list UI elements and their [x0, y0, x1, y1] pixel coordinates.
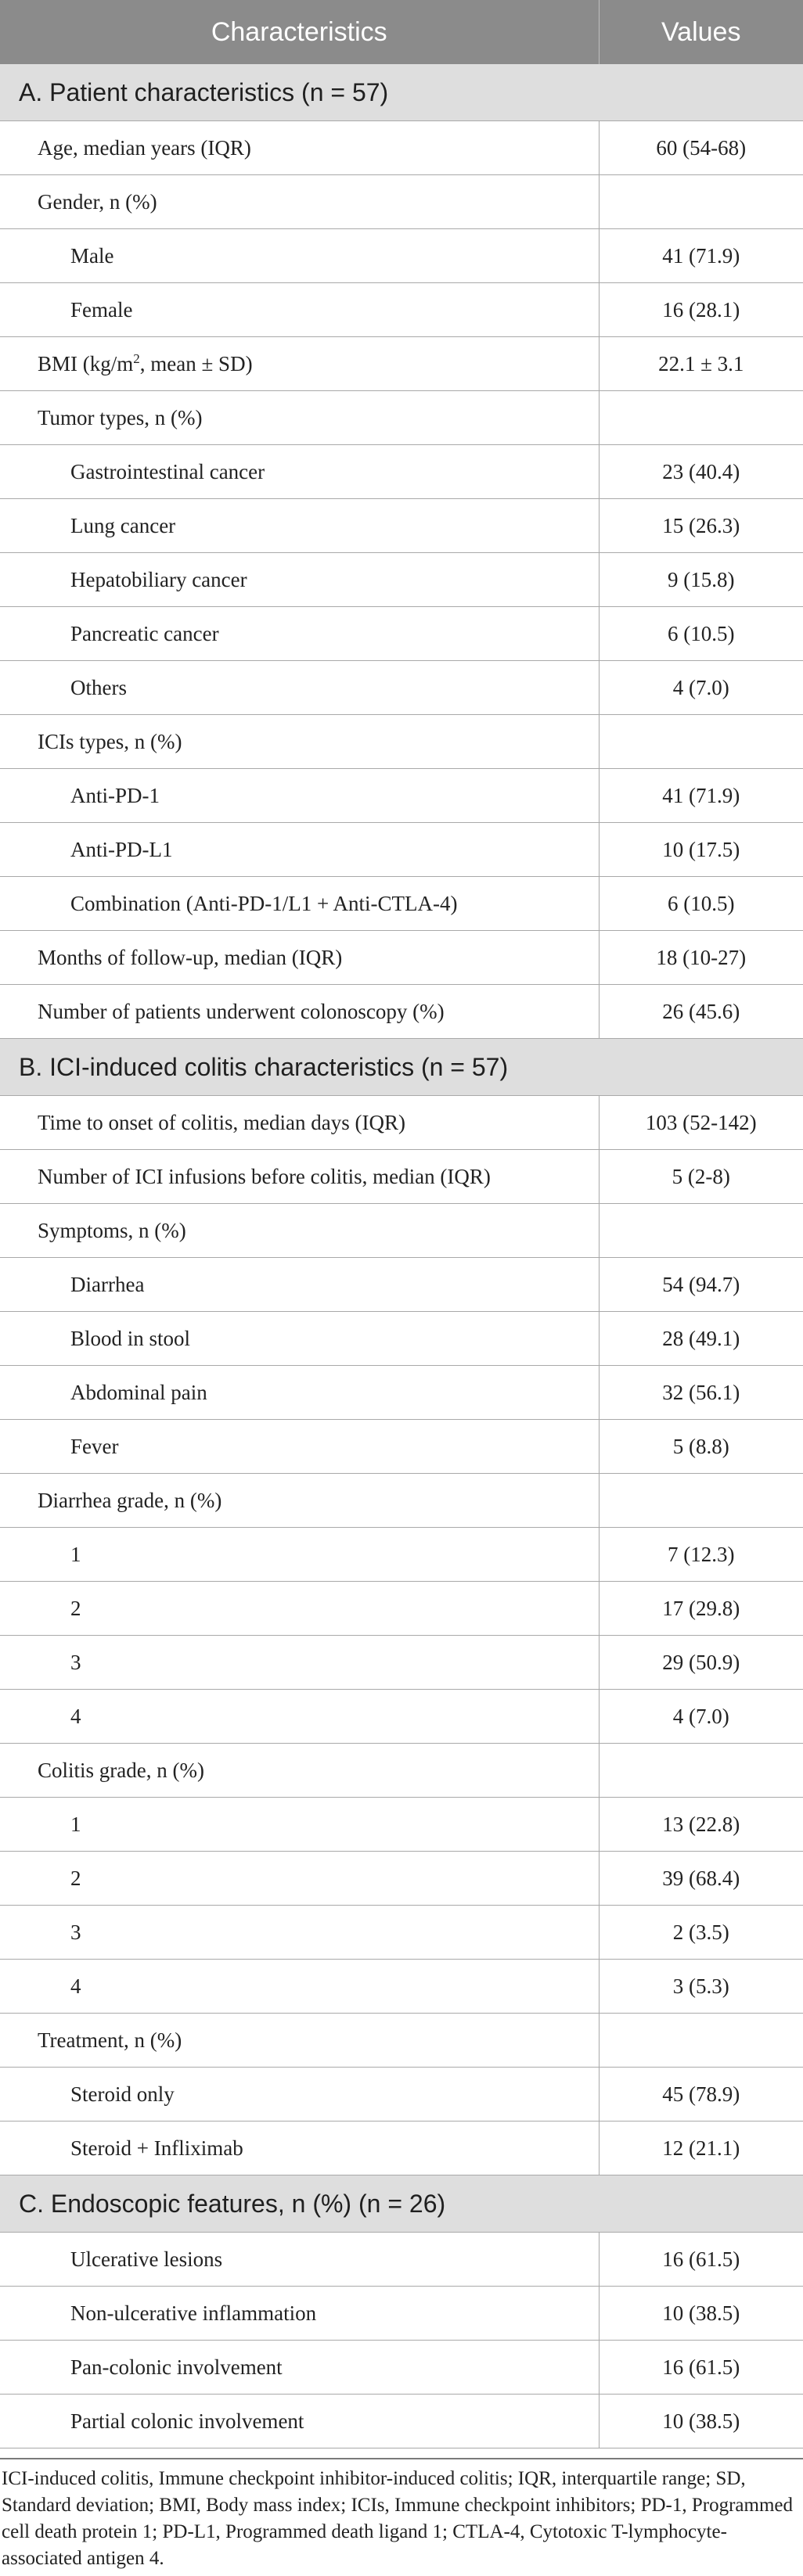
- section-header-row: [0, 1039, 803, 1096]
- row-value: [599, 2014, 803, 2068]
- table-row: [0, 1474, 803, 1528]
- row-label: Treatment, n (%): [0, 2014, 599, 2068]
- table-row: [0, 823, 803, 877]
- row-label: Hepatobiliary cancer: [0, 553, 599, 607]
- row-value: 18 (10-27): [599, 931, 803, 985]
- row-label: Others: [0, 661, 599, 715]
- table-row: [0, 2068, 803, 2122]
- row-value: 9 (15.8): [599, 553, 803, 607]
- row-value: 16 (28.1): [599, 283, 803, 337]
- row-value: 5 (2-8): [599, 1150, 803, 1204]
- row-value: 41 (71.9): [599, 229, 803, 283]
- table-row: [0, 1852, 803, 1906]
- row-value: 26 (45.6): [599, 985, 803, 1039]
- section-title: B. ICI-induced colitis characteristics (n = 57): [0, 1039, 803, 1096]
- row-label: Pancreatic cancer: [0, 607, 599, 661]
- row-value: 60 (54-68): [599, 121, 803, 175]
- row-label: Colitis grade, n (%): [0, 1744, 599, 1798]
- row-label: Number of ICI infusions before colitis, median (IQR): [0, 1150, 599, 1204]
- row-value: 4 (7.0): [599, 661, 803, 715]
- table-row: [0, 1906, 803, 1960]
- row-value: [599, 715, 803, 769]
- row-value: 7 (12.3): [599, 1528, 803, 1582]
- row-label: Symptoms, n (%): [0, 1204, 599, 1258]
- table-row: [0, 1744, 803, 1798]
- row-label: Partial colonic involvement: [0, 2395, 599, 2448]
- header-characteristics: Characteristics: [0, 0, 599, 64]
- row-label-superscript: 2: [133, 350, 140, 366]
- table-row: [0, 175, 803, 229]
- row-label: Months of follow-up, median (IQR): [0, 931, 599, 985]
- table-body: [0, 64, 803, 2448]
- row-label: 2: [0, 1852, 599, 1906]
- row-value: 2 (3.5): [599, 1906, 803, 1960]
- table-row: [0, 2341, 803, 2395]
- table-row: [0, 715, 803, 769]
- row-label: Combination (Anti-PD-1/L1 + Anti-CTLA-4): [0, 877, 599, 931]
- row-value: 16 (61.5): [599, 2233, 803, 2287]
- section-title: C. Endoscopic features, n (%) (n = 26): [0, 2175, 803, 2233]
- row-label: Male: [0, 229, 599, 283]
- row-label: Steroid + Infliximab: [0, 2122, 599, 2175]
- row-value: 28 (49.1): [599, 1312, 803, 1366]
- table-row: [0, 1690, 803, 1744]
- row-value: 23 (40.4): [599, 445, 803, 499]
- table-footnote: ICI-induced colitis, Immune checkpoint inhibitor-induced colitis; IQR, interquartile range; SD, Standard deviation; BMI, Body mass index; ICIs, Immune checkpoint inhibitors; PD-1, Programmed cell death protein 1; PD-L1, Programmed death ligand 1; CTLA-4, Cytotoxic T-lymphocyte-associated antigen 4.: [0, 2458, 803, 2572]
- row-value: 54 (94.7): [599, 1258, 803, 1312]
- table-header-row: [0, 0, 803, 64]
- table-row: [0, 1582, 803, 1636]
- table-row: [0, 391, 803, 445]
- table-row: [0, 337, 803, 391]
- table-row: [0, 1528, 803, 1582]
- row-label: Age, median years (IQR): [0, 121, 599, 175]
- row-value: 103 (52-142): [599, 1096, 803, 1150]
- section-header-row: [0, 64, 803, 121]
- row-label: 4: [0, 1690, 599, 1744]
- section-title: A. Patient characteristics (n = 57): [0, 64, 803, 121]
- row-value: 6 (10.5): [599, 607, 803, 661]
- row-label: ICIs types, n (%): [0, 715, 599, 769]
- table-row: [0, 1798, 803, 1852]
- row-label: Ulcerative lesions: [0, 2233, 599, 2287]
- table-row: [0, 2287, 803, 2341]
- row-label: Anti-PD-L1: [0, 823, 599, 877]
- table-row: [0, 2014, 803, 2068]
- row-label: Diarrhea grade, n (%): [0, 1474, 599, 1528]
- table-row: [0, 1312, 803, 1366]
- row-label: Time to onset of colitis, median days (IQR): [0, 1096, 599, 1150]
- row-value: 5 (8.8): [599, 1420, 803, 1474]
- table-row: [0, 769, 803, 823]
- table-row: [0, 1366, 803, 1420]
- row-label-text: BMI (kg/m: [38, 351, 134, 375]
- row-value: [599, 175, 803, 229]
- row-label: 1: [0, 1798, 599, 1852]
- row-value: 32 (56.1): [599, 1366, 803, 1420]
- row-value: [599, 1474, 803, 1528]
- row-value: [599, 1204, 803, 1258]
- row-label: Lung cancer: [0, 499, 599, 553]
- row-value: 17 (29.8): [599, 1582, 803, 1636]
- row-value: 10 (38.5): [599, 2287, 803, 2341]
- row-label: Abdominal pain: [0, 1366, 599, 1420]
- row-value: [599, 391, 803, 445]
- row-label: Female: [0, 283, 599, 337]
- header-values: Values: [599, 0, 803, 64]
- row-label-text-after: , mean ± SD): [139, 351, 253, 375]
- table-row: [0, 607, 803, 661]
- row-label: Gender, n (%): [0, 175, 599, 229]
- row-value: [599, 1744, 803, 1798]
- row-label: Tumor types, n (%): [0, 391, 599, 445]
- table-row: [0, 499, 803, 553]
- row-value: 13 (22.8): [599, 1798, 803, 1852]
- row-label: 3: [0, 1906, 599, 1960]
- table-row: [0, 2395, 803, 2448]
- row-value: 39 (68.4): [599, 1852, 803, 1906]
- row-label: Steroid only: [0, 2068, 599, 2122]
- row-value: 41 (71.9): [599, 769, 803, 823]
- table-row: [0, 2122, 803, 2175]
- table-row: [0, 877, 803, 931]
- table-row: [0, 2233, 803, 2287]
- row-value: 10 (38.5): [599, 2395, 803, 2448]
- row-value: 6 (10.5): [599, 877, 803, 931]
- row-label: Anti-PD-1: [0, 769, 599, 823]
- row-label: Gastrointestinal cancer: [0, 445, 599, 499]
- section-header-row: [0, 2175, 803, 2233]
- row-value: 12 (21.1): [599, 2122, 803, 2175]
- table-row: [0, 1096, 803, 1150]
- row-label: Number of patients underwent colonoscopy (%): [0, 985, 599, 1039]
- row-label: Fever: [0, 1420, 599, 1474]
- row-value: 45 (78.9): [599, 2068, 803, 2122]
- row-label: [0, 337, 599, 391]
- table-row: [0, 229, 803, 283]
- row-label: 4: [0, 1960, 599, 2014]
- row-value: 16 (61.5): [599, 2341, 803, 2395]
- table-row: [0, 1420, 803, 1474]
- row-label: Pan-colonic involvement: [0, 2341, 599, 2395]
- row-label: Non-ulcerative inflammation: [0, 2287, 599, 2341]
- table-row: [0, 445, 803, 499]
- row-value: 4 (7.0): [599, 1690, 803, 1744]
- table-row: [0, 553, 803, 607]
- table-row: [0, 1150, 803, 1204]
- table-row: [0, 1960, 803, 2014]
- row-value: 22.1 ± 3.1: [599, 337, 803, 391]
- row-label: Diarrhea: [0, 1258, 599, 1312]
- row-label: 2: [0, 1582, 599, 1636]
- row-value: 10 (17.5): [599, 823, 803, 877]
- row-value: 29 (50.9): [599, 1636, 803, 1690]
- table-row: [0, 283, 803, 337]
- table-row: [0, 931, 803, 985]
- table-row: [0, 1204, 803, 1258]
- row-label: 1: [0, 1528, 599, 1582]
- table-row: [0, 661, 803, 715]
- table-row: [0, 1258, 803, 1312]
- table-row: [0, 1636, 803, 1690]
- table-row: [0, 121, 803, 175]
- row-label: 3: [0, 1636, 599, 1690]
- row-value: 15 (26.3): [599, 499, 803, 553]
- row-value: 3 (5.3): [599, 1960, 803, 2014]
- row-label: Blood in stool: [0, 1312, 599, 1366]
- table-row: [0, 985, 803, 1039]
